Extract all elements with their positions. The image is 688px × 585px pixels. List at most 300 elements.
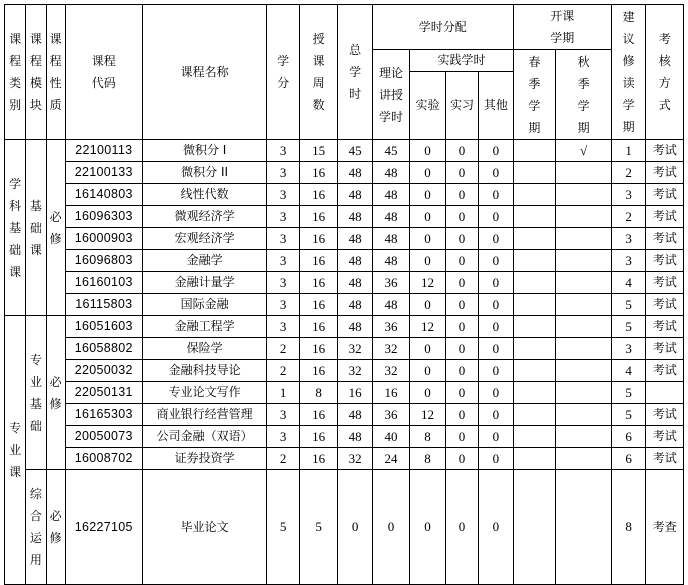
header-term-group	[513, 5, 611, 50]
vertical-char: 课	[49, 32, 62, 46]
cell-term: 3	[611, 184, 645, 206]
cell-theory: 32	[372, 338, 409, 360]
cell-term: 2	[611, 206, 645, 228]
cell-other: 0	[479, 360, 513, 382]
cell-spring	[513, 404, 556, 426]
cell-spring	[513, 294, 556, 316]
cell-name: 公司金融（双语）	[142, 426, 267, 448]
vertical-char: 数	[312, 98, 325, 112]
header-exam-method	[646, 5, 684, 140]
cell-name: 微观经济学	[142, 206, 267, 228]
header-row-1	[5, 5, 684, 50]
table-row	[5, 140, 684, 162]
cell-code: 16058802	[65, 338, 142, 360]
cell-theory: 16	[372, 382, 409, 404]
cell-credit: 3	[267, 184, 299, 206]
cell-exam: 考试	[646, 162, 684, 184]
cell-name: 商业银行经营管理	[142, 404, 267, 426]
cell-autumn	[556, 448, 612, 470]
vertical-char: 读	[622, 76, 635, 90]
cell-theory: 36	[372, 272, 409, 294]
cell-spring	[513, 470, 556, 585]
wrapped-line: 课程	[91, 54, 116, 68]
cell-autumn	[556, 426, 612, 448]
cell-name: 金融科技导论	[142, 360, 267, 382]
table-row	[5, 206, 684, 228]
cell-intern: 0	[445, 140, 478, 162]
cell-term: 8	[611, 470, 645, 585]
cell-autumn	[556, 206, 612, 228]
vertical-char: 块	[29, 98, 42, 112]
curriculum-body	[5, 140, 684, 585]
cell-term: 5	[611, 382, 645, 404]
cell-term: 2	[611, 162, 645, 184]
cell-weeks: 16	[299, 360, 338, 382]
cell-total: 48	[338, 228, 372, 250]
vertical-char: 授	[312, 32, 325, 46]
module-cell-major-basic	[26, 316, 46, 470]
cell-spring	[513, 426, 556, 448]
cell-autumn	[556, 382, 612, 404]
cell-code: 22100113	[65, 140, 142, 162]
cell-code: 22050131	[65, 382, 142, 404]
cell-total: 48	[338, 426, 372, 448]
vertical-char: 时	[349, 87, 362, 101]
cell-other: 0	[479, 140, 513, 162]
header-hours-group: 学时分配	[372, 5, 513, 50]
cell-exam	[646, 382, 684, 404]
header-theory	[372, 50, 409, 140]
cell-intern: 0	[445, 272, 478, 294]
vertical-char: 综	[29, 487, 42, 501]
vertical-char: 课	[29, 32, 42, 46]
cell-exam: 考试	[646, 338, 684, 360]
vertical-char: 分	[277, 76, 290, 90]
vertical-char: 础	[29, 220, 42, 235]
cell-code: 16008702	[65, 448, 142, 470]
cell-spring	[513, 140, 556, 162]
vertical-char: 期	[528, 120, 541, 135]
cell-total: 48	[338, 316, 372, 338]
cell-weeks: 16	[299, 228, 338, 250]
vertical-char: 学	[577, 98, 590, 113]
vertical-char: 基	[29, 396, 42, 411]
vertical-char: 期	[577, 120, 590, 135]
vertical-char: 式	[658, 98, 671, 112]
cell-exam: 考试	[646, 206, 684, 228]
wrapped-line: 理论	[379, 65, 404, 80]
cell-total: 45	[338, 140, 372, 162]
vertical-char: 课	[9, 32, 22, 46]
cell-autumn	[556, 470, 612, 585]
cell-intern: 0	[445, 470, 478, 585]
cell-exam: 考试	[646, 404, 684, 426]
header-suggested-term	[611, 5, 645, 140]
cell-other: 0	[479, 382, 513, 404]
header-experiment: 实验	[410, 72, 445, 140]
table-row	[5, 426, 684, 448]
cell-code: 16140803	[65, 184, 142, 206]
header-practice-group: 实践学时	[410, 50, 513, 72]
cell-name: 毕业论文	[142, 470, 267, 585]
cell-name: 微积分 I	[142, 140, 267, 162]
cell-weeks: 16	[299, 250, 338, 272]
cell-exp: 0	[410, 382, 445, 404]
cell-credit: 3	[267, 426, 299, 448]
cell-autumn	[556, 272, 612, 294]
cell-intern: 0	[445, 382, 478, 404]
cell-term: 5	[611, 316, 645, 338]
cell-exp: 12	[410, 404, 445, 426]
cell-autumn	[556, 338, 612, 360]
cell-weeks: 16	[299, 272, 338, 294]
cell-code: 16000903	[65, 228, 142, 250]
table-row	[5, 272, 684, 294]
cell-weeks: 16	[299, 162, 338, 184]
cell-name: 国际金融	[142, 294, 267, 316]
cell-exam: 考试	[646, 272, 684, 294]
table-row	[5, 250, 684, 272]
cell-credit: 5	[267, 470, 299, 585]
cell-theory: 32	[372, 360, 409, 382]
cell-weeks: 16	[299, 316, 338, 338]
cell-other: 0	[479, 448, 513, 470]
vertical-char: 方	[658, 76, 671, 90]
table-row	[5, 470, 684, 585]
table-row	[5, 448, 684, 470]
cell-credit: 3	[267, 294, 299, 316]
header-code	[65, 5, 142, 140]
table-row	[5, 184, 684, 206]
cell-other: 0	[479, 272, 513, 294]
vertical-char: 学	[9, 176, 22, 191]
cell-credit: 3	[267, 228, 299, 250]
cell-name: 线性代数	[142, 184, 267, 206]
cell-weeks: 16	[299, 184, 338, 206]
cell-total: 48	[338, 404, 372, 426]
header-code-text	[66, 50, 142, 94]
vertical-char: 业	[9, 443, 22, 457]
cell-weeks: 16	[299, 294, 338, 316]
cell-weeks: 16	[299, 338, 338, 360]
vertical-char: 修	[622, 54, 635, 68]
cell-exp: 0	[410, 470, 445, 585]
cell-other: 0	[479, 470, 513, 585]
vertical-char: 学	[528, 98, 541, 113]
header-spring	[513, 50, 556, 140]
cell-exam: 考查	[646, 470, 684, 585]
cell-theory: 48	[372, 228, 409, 250]
cell-spring	[513, 184, 556, 206]
cell-term: 3	[611, 228, 645, 250]
table-row	[5, 382, 684, 404]
cell-other: 0	[479, 338, 513, 360]
vertical-char: 春	[528, 54, 541, 69]
cell-term: 4	[611, 272, 645, 294]
cell-credit: 3	[267, 316, 299, 338]
cell-exam: 考试	[646, 184, 684, 206]
cell-theory: 40	[372, 426, 409, 448]
vertical-char: 修	[49, 396, 62, 411]
vertical-char: 必	[49, 374, 62, 389]
cell-spring	[513, 162, 556, 184]
cell-total: 48	[338, 272, 372, 294]
header-total-hours	[338, 5, 372, 140]
vertical-char: 程	[29, 54, 42, 68]
vertical-char: 运	[29, 531, 42, 545]
cell-exp: 8	[410, 426, 445, 448]
vertical-char: 专	[29, 352, 42, 367]
nature-cell-required-1	[46, 140, 65, 316]
cell-exp: 0	[410, 162, 445, 184]
category-cell-discipline-basic	[5, 140, 26, 316]
cell-exp: 0	[410, 140, 445, 162]
cell-intern: 0	[445, 184, 478, 206]
cell-exp: 12	[410, 272, 445, 294]
vertical-char: 必	[49, 509, 62, 523]
cell-total: 0	[338, 470, 372, 585]
cell-total: 48	[338, 162, 372, 184]
cell-spring	[513, 206, 556, 228]
wrapped-line: 代码	[91, 76, 116, 90]
cell-term: 1	[611, 140, 645, 162]
vertical-char: 合	[29, 509, 42, 523]
header-category	[5, 5, 26, 140]
cell-credit: 2	[267, 360, 299, 382]
cell-intern: 0	[445, 162, 478, 184]
cell-weeks: 15	[299, 140, 338, 162]
vertical-char: 类	[9, 76, 22, 90]
cell-exam: 考试	[646, 360, 684, 382]
header-other: 其他	[479, 72, 513, 140]
cell-autumn	[556, 316, 612, 338]
cell-other: 0	[479, 294, 513, 316]
cell-weeks: 8	[299, 382, 338, 404]
cell-exam: 考试	[646, 294, 684, 316]
cell-credit: 3	[267, 206, 299, 228]
cell-exam: 考试	[646, 228, 684, 250]
cell-weeks: 16	[299, 426, 338, 448]
vertical-char: 基	[29, 198, 42, 213]
cell-theory: 48	[372, 206, 409, 228]
cell-total: 48	[338, 294, 372, 316]
vertical-char: 必	[49, 209, 62, 224]
vertical-char: 课	[29, 242, 42, 257]
vertical-char: 议	[622, 32, 635, 46]
cell-exam: 考试	[646, 448, 684, 470]
cell-weeks: 16	[299, 206, 338, 228]
cell-spring	[513, 338, 556, 360]
cell-autumn: √	[556, 140, 612, 162]
vertical-char: 秋	[577, 54, 590, 69]
cell-exam: 考试	[646, 316, 684, 338]
cell-intern: 0	[445, 206, 478, 228]
cell-code: 16115803	[65, 294, 142, 316]
cell-spring	[513, 448, 556, 470]
cell-name: 宏观经济学	[142, 228, 267, 250]
cell-autumn	[556, 294, 612, 316]
cell-intern: 0	[445, 294, 478, 316]
vertical-char: 期	[622, 120, 635, 134]
cell-spring	[513, 272, 556, 294]
vertical-char: 学	[277, 54, 290, 68]
cell-autumn	[556, 228, 612, 250]
cell-theory: 36	[372, 316, 409, 338]
cell-intern: 0	[445, 404, 478, 426]
vertical-char: 周	[312, 76, 325, 90]
cell-credit: 3	[267, 272, 299, 294]
cell-name: 保险学	[142, 338, 267, 360]
vertical-char: 程	[9, 54, 22, 68]
cell-theory: 0	[372, 470, 409, 585]
curriculum-table	[4, 4, 684, 585]
cell-exp: 12	[410, 316, 445, 338]
cell-intern: 0	[445, 250, 478, 272]
cell-spring	[513, 228, 556, 250]
vertical-char: 性	[49, 76, 62, 90]
table-row	[5, 360, 684, 382]
cell-credit: 2	[267, 338, 299, 360]
vertical-char: 别	[9, 98, 22, 112]
vertical-char: 修	[49, 231, 62, 246]
cell-weeks: 16	[299, 404, 338, 426]
vertical-char: 核	[658, 54, 671, 68]
cell-name: 金融工程学	[142, 316, 267, 338]
cell-code: 16160103	[65, 272, 142, 294]
cell-autumn	[556, 404, 612, 426]
cell-name: 金融学	[142, 250, 267, 272]
cell-exp: 0	[410, 360, 445, 382]
header-module	[26, 5, 46, 140]
cell-term: 5	[611, 404, 645, 426]
cell-code: 16051603	[65, 316, 142, 338]
cell-term: 4	[611, 360, 645, 382]
curriculum-table-container	[4, 4, 684, 585]
cell-credit: 3	[267, 404, 299, 426]
vertical-char: 学	[622, 98, 635, 112]
wrapped-line: 学期	[550, 31, 575, 45]
table-row	[5, 294, 684, 316]
cell-other: 0	[479, 426, 513, 448]
cell-autumn	[556, 360, 612, 382]
cell-theory: 36	[372, 404, 409, 426]
cell-weeks: 16	[299, 448, 338, 470]
cell-autumn	[556, 184, 612, 206]
header-autumn	[556, 50, 612, 140]
module-cell-comprehensive	[26, 470, 46, 585]
cell-theory: 24	[372, 448, 409, 470]
vertical-char: 考	[658, 32, 671, 46]
cell-exp: 0	[410, 338, 445, 360]
header-weeks	[299, 5, 338, 140]
cell-intern: 0	[445, 426, 478, 448]
cell-autumn	[556, 162, 612, 184]
category-cell-major	[5, 316, 26, 585]
cell-theory: 45	[372, 140, 409, 162]
vertical-char: 专	[9, 421, 22, 435]
vertical-char: 基	[9, 220, 22, 235]
header-name: 课程名称	[142, 5, 267, 140]
cell-total: 48	[338, 206, 372, 228]
vertical-char: 础	[9, 242, 22, 257]
vertical-char: 季	[577, 76, 590, 91]
cell-term: 3	[611, 250, 645, 272]
cell-intern: 0	[445, 360, 478, 382]
cell-total: 48	[338, 184, 372, 206]
cell-name: 金融计量学	[142, 272, 267, 294]
cell-intern: 0	[445, 316, 478, 338]
cell-other: 0	[479, 184, 513, 206]
vertical-char: 用	[29, 553, 42, 567]
cell-other: 0	[479, 250, 513, 272]
cell-name: 证券投资学	[142, 448, 267, 470]
cell-theory: 48	[372, 294, 409, 316]
cell-term: 6	[611, 426, 645, 448]
vertical-char: 质	[49, 98, 62, 112]
cell-theory: 48	[372, 250, 409, 272]
table-row	[5, 228, 684, 250]
cell-credit: 3	[267, 162, 299, 184]
vertical-char: 修	[49, 531, 62, 545]
cell-name: 微积分 II	[142, 162, 267, 184]
cell-theory: 48	[372, 162, 409, 184]
cell-term: 6	[611, 448, 645, 470]
vertical-char: 课	[9, 264, 22, 279]
cell-credit: 1	[267, 382, 299, 404]
cell-credit: 3	[267, 140, 299, 162]
vertical-char: 总	[349, 43, 362, 57]
cell-exam: 考试	[646, 426, 684, 448]
cell-total: 48	[338, 250, 372, 272]
cell-exp: 0	[410, 228, 445, 250]
cell-code: 16165303	[65, 404, 142, 426]
cell-spring	[513, 250, 556, 272]
vertical-char: 建	[622, 10, 635, 24]
cell-theory: 48	[372, 184, 409, 206]
cell-spring	[513, 316, 556, 338]
cell-code: 16227105	[65, 470, 142, 585]
cell-spring	[513, 382, 556, 404]
header-term-group-text	[514, 5, 611, 49]
vertical-char: 科	[9, 198, 22, 213]
cell-name: 专业论文写作	[142, 382, 267, 404]
cell-exp: 8	[410, 448, 445, 470]
cell-code: 16096303	[65, 206, 142, 228]
table-row	[5, 316, 684, 338]
vertical-char: 课	[312, 54, 325, 68]
cell-credit: 3	[267, 250, 299, 272]
cell-other: 0	[479, 404, 513, 426]
cell-exp: 0	[410, 294, 445, 316]
cell-exp: 0	[410, 206, 445, 228]
nature-cell-required-2	[46, 316, 65, 470]
vertical-char: 业	[29, 374, 42, 389]
vertical-char: 学	[349, 65, 362, 79]
table-row	[5, 162, 684, 184]
cell-credit: 2	[267, 448, 299, 470]
cell-other: 0	[479, 206, 513, 228]
cell-exp: 0	[410, 184, 445, 206]
cell-spring	[513, 360, 556, 382]
cell-exam: 考试	[646, 140, 684, 162]
cell-code: 22100133	[65, 162, 142, 184]
cell-total: 32	[338, 338, 372, 360]
module-cell-basic-course	[26, 140, 46, 316]
cell-total: 32	[338, 448, 372, 470]
vertical-char: 课	[9, 465, 22, 479]
table-row	[5, 404, 684, 426]
cell-intern: 0	[445, 228, 478, 250]
